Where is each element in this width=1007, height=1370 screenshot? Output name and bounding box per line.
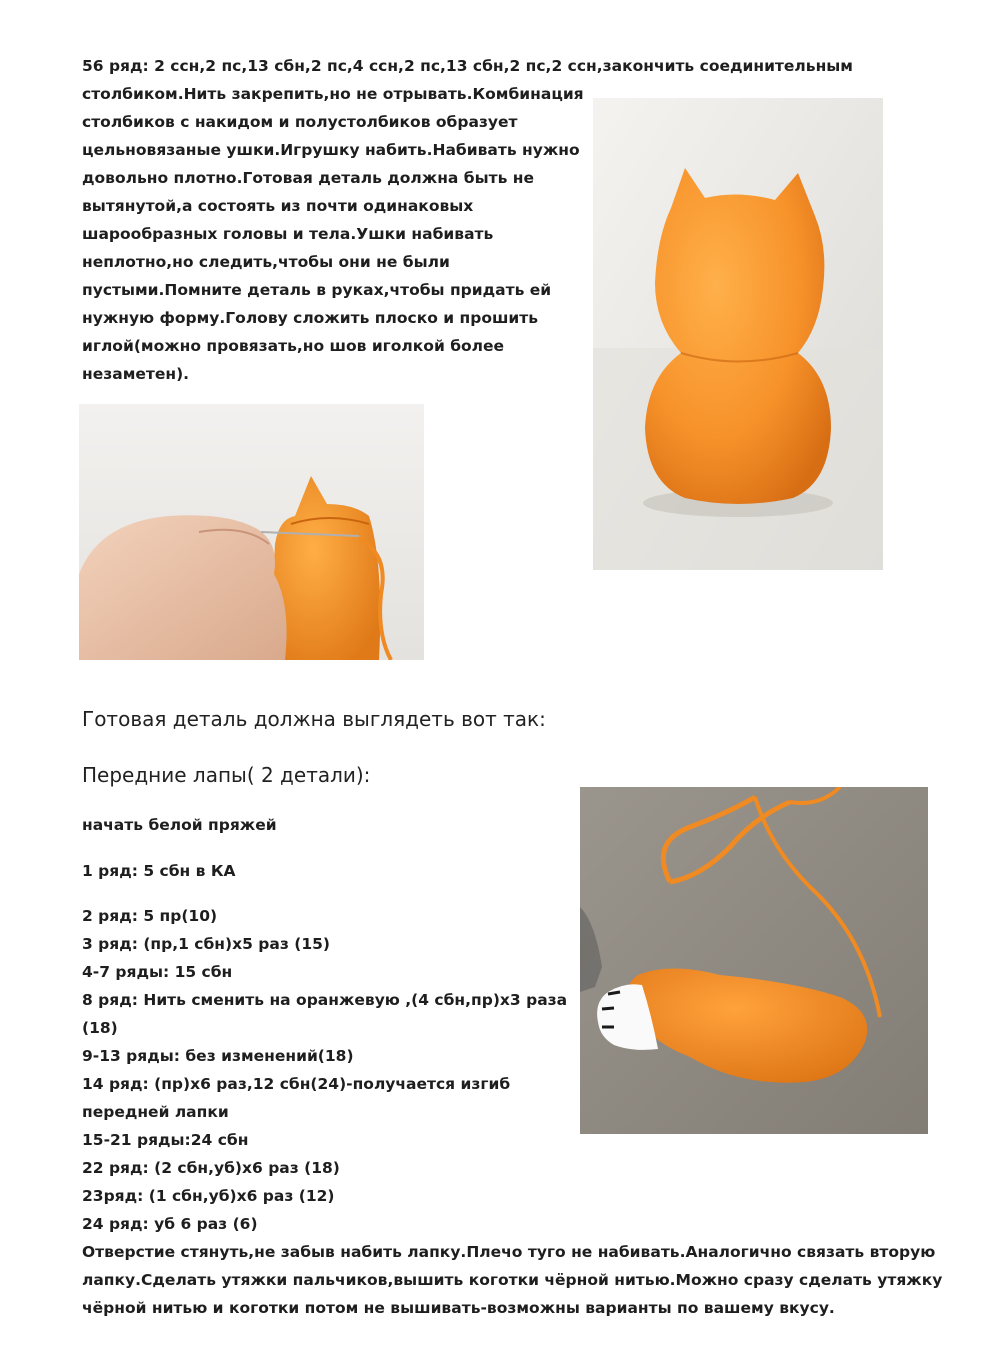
text-line: столбиком.Нить закрепить,но не отрывать.Комбинация	[82, 85, 584, 103]
text-line: нужную форму.Голову сложить плоско и прошить	[82, 309, 539, 327]
paws-row: 2 ряд: 5 пр(10)	[82, 907, 218, 925]
heading-ready-part: Готовая деталь должна выглядеть вот так:	[82, 707, 546, 731]
paws-closing	[82, 1238, 942, 1322]
paws-row: 4-7 ряды: 15 сбн	[82, 963, 233, 981]
closing-line: лапку.Сделать утяжки пальчиков,вышить коготки чёрной нитью.Можно сразу сделать утяжку	[82, 1271, 943, 1289]
paws-row: (18)	[82, 1019, 118, 1037]
text-line: довольно плотно.Готовая деталь должна быть не	[82, 169, 535, 187]
text-line: шарообразных головы и тела.Ушки набивать	[82, 225, 494, 243]
paws-row: 15-21 ряды:24 сбн	[82, 1131, 249, 1149]
paws-row: передней лапки	[82, 1103, 229, 1121]
heading-front-paws: Передние лапы( 2 детали):	[82, 763, 371, 787]
paws-row: 14 ряд: (пр)х6 раз,12 сбн(24)-получается изгиб	[82, 1075, 511, 1093]
paws-rows	[82, 902, 567, 1238]
text-line: столбиков с накидом и полустолбиков образует	[82, 113, 518, 131]
paws-row: 22 ряд: (2 сбн,уб)х6 раз (18)	[82, 1159, 340, 1177]
text-line: незаметен).	[82, 365, 190, 383]
paws-row: 24 ряд: уб 6 раз (6)	[82, 1215, 258, 1233]
paws-row: 3 ряд: (пр,1 сбн)х5 раз (15)	[82, 935, 330, 953]
paws-row-1: 1 ряд: 5 сбн в КА	[82, 862, 236, 880]
paws-row: 9-13 ряды: без изменений(18)	[82, 1047, 354, 1065]
closing-line: чёрной нитью и коготки потом не вышивать-возможны варианты по вашему вкусу.	[82, 1299, 835, 1317]
row-56-line: 56 ряд: 2 ссн,2 пс,13 сбн,2 пс,4 ссн,2 пс,13 сбн,2 пс,2 ссн,закончить соединительным	[82, 57, 853, 75]
photo-stuffed-body	[593, 98, 883, 570]
text-line: вытянутой,а состоять из почти одинаковых	[82, 197, 474, 215]
paws-row: 23ряд: (1 сбн,уб)х6 раз (12)	[82, 1187, 335, 1205]
photo-sewing-head	[79, 404, 424, 660]
text-line: пустыми.Помните деталь в руках,чтобы придать ей	[82, 281, 552, 299]
paws-intro: начать белой пряжей	[82, 816, 277, 834]
closing-line: Отверстие стянуть,не забыв набить лапку.Плечо туго не набивать.Аналогично связать вторую	[82, 1243, 936, 1261]
paws-row: 8 ряд: Нить сменить на оранжевую ,(4 сбн,пр)х3 раза	[82, 991, 568, 1009]
text-line: иглой(можно провязать,но шов иголкой более	[82, 337, 505, 355]
text-line: неплотно,но следить,чтобы они не были	[82, 253, 450, 271]
text-line: цельновязаные ушки.Игрушку набить.Набивать нужно	[82, 141, 580, 159]
top-paragraph	[82, 80, 584, 388]
photo-front-paw	[580, 787, 928, 1134]
